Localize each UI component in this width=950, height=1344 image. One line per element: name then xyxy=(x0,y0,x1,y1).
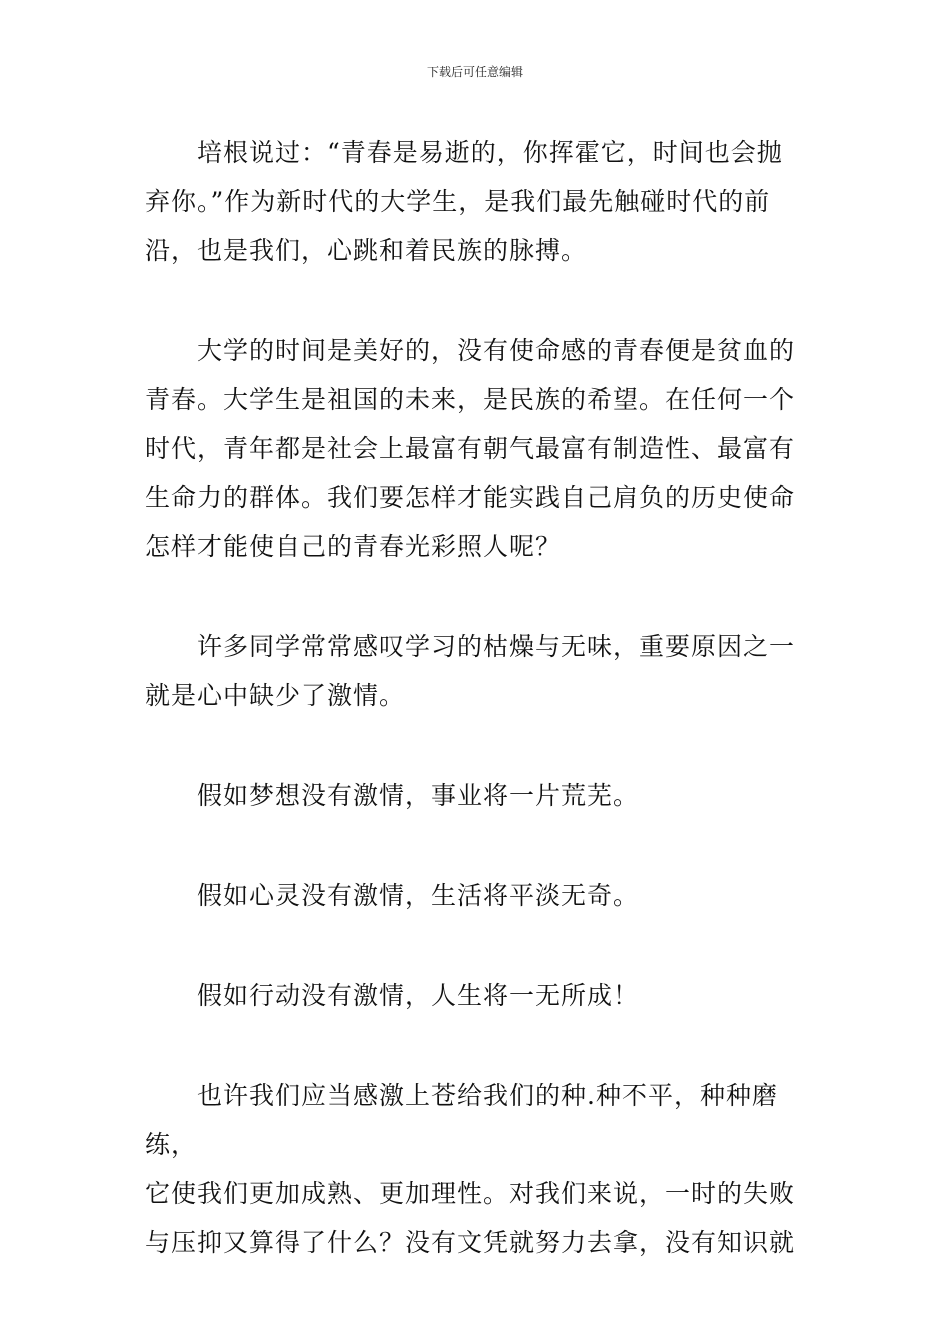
text-line: 弃你。”作为新时代的大学生，是我们最先触碰时代的前 xyxy=(145,187,771,216)
text-line: 时代，青年都是社会上最富有朝气最富有制造性、最富有 xyxy=(145,434,796,463)
text-line: 青春。大学生是祖国的未来，是民族的希望。在任何一个 xyxy=(145,385,796,414)
text-line: 培根说过：“青春是易逝的，你挥霍它，时间也会抛 xyxy=(197,138,783,167)
paragraph-7 xyxy=(145,1071,807,1267)
paragraph-6 xyxy=(145,971,807,1020)
text-line: 假如行动没有激情，人生将一无所成！ xyxy=(197,981,640,1010)
text-line: 生命力的群体。我们要怎样才能实践自己肩负的历史使命 xyxy=(145,483,796,512)
text-line: 沿，也是我们，心跳和着民族的脉搏。 xyxy=(145,236,588,265)
text-line: 与压抑又算得了什么？没有文凭就努力去拿，没有知识就 xyxy=(145,1228,796,1257)
text-line: 怎样才能使自己的青春光彩照人呢？ xyxy=(145,532,562,561)
text-line: 就是心中缺少了激情。 xyxy=(145,681,406,710)
text-line: 假如梦想没有激情，事业将一片荒芜。 xyxy=(197,781,640,810)
text-line: 大学的时间是美好的，没有使命感的青春便是贫血的 xyxy=(197,336,796,365)
paragraph-3 xyxy=(145,622,807,720)
paragraph-5 xyxy=(145,871,807,920)
text-line: 许多同学常常感叹学习的枯燥与无味，重要原因之一 xyxy=(197,632,796,661)
paragraph-2 xyxy=(145,326,807,571)
document-body xyxy=(145,128,807,1318)
text-line: 假如心灵没有激情，生活将平淡无奇。 xyxy=(197,881,640,910)
text-line: 也许我们应当感激上苍给我们的种.种不平，种种磨练， xyxy=(145,1081,778,1159)
paragraph-1 xyxy=(145,128,807,275)
paragraph-4 xyxy=(145,771,807,820)
page-header: 下载后可任意编辑 xyxy=(426,65,523,79)
text-line: 它使我们更加成熟、更加理性。对我们来说，一时的失败 xyxy=(145,1179,796,1208)
